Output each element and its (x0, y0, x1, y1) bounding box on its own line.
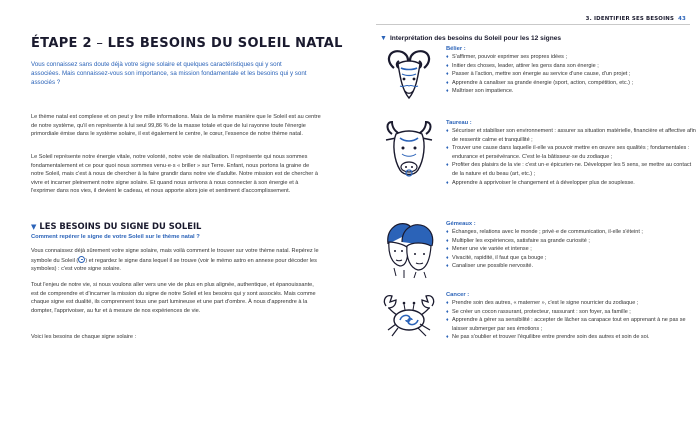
list-item: ♦ Prendre soin des autres, « materner », c'est le signe nourricier du zodiaque ; (446, 299, 696, 308)
needs-list (446, 53, 696, 96)
page-title (31, 36, 343, 51)
intro-paragraph: Vous connaissez sans doute déjà votre signe solaire et quelques caractéristiques qui y sont associées. Mais connaissez-vous son importance, sa mission fondamentale et les besoins qui y sont associés ? (31, 61, 307, 87)
body-paragraph-5: Voici les besoins de chaque signe solaire : (31, 334, 137, 340)
triangle-bullet-icon: ▼ (380, 35, 387, 42)
needs-list (446, 228, 696, 271)
header-rule (376, 24, 690, 25)
body-paragraph-3 (31, 247, 321, 274)
needs-list (446, 299, 696, 342)
list-item: ♦ Sécuriser et stabiliser son environnement : assurer sa situation matérielle, financière et affective afin de ressentir calme et tranquillité ; (446, 127, 696, 144)
triangle-bullet-icon: ▼ (31, 223, 37, 231)
sign-name: Gémeaux : (446, 221, 476, 227)
list-item: ♦ Se créer un cocon rassurant, protecteur, rassurant : son foyer, sa famille ; (446, 308, 696, 317)
list-item: ♦ Initier des choses, leader, attirer les gens dans son énergie ; (446, 62, 696, 71)
list-item: ♦ Canaliser une possible nervosité. (446, 262, 696, 271)
list-item: ♦ Vivacité, rapidité, il faut que ça bouge ; (446, 254, 696, 263)
ram-illustration-icon (380, 46, 438, 104)
list-item: ♦ Profiter des plaisirs de la vie : c'est un·e épicurien·ne. Développer les 5 sens, se mettre au contact de la nature et du beau (art, etc.) ; (446, 161, 696, 178)
section-heading-text: LES BESOINS DU SIGNE DU SOLEIL (39, 221, 202, 231)
running-header (586, 16, 686, 22)
body-paragraph-2: Le Soleil représente notre énergie vitale, notre volonté, notre voie de réalisation. Il représente qui nous sommes fondamentalement et ce pour quoi nous sommes venu·e·s « briller » sur Terre. Enfant, nous portons la graine de notre Soleil, mais c'est à nous de chercher à la faire grandir dans notre vie d'adulte. Notre mission est de chercher à vivre et incarner pleinement notre signe solaire. Et quand nous arrivons à nous connecter à son énergie et à l'exprimer dans nos vies, il devient le cadeau, et nous apporte alors joie et sentiment d'accomplissement. (31, 154, 318, 195)
para3-part-a: Vous connaissez déjà sûrement votre signe solaire, mais voilà comment le trouver sur votre thème natal. Repérez le symbole du Soleil ( (31, 248, 319, 264)
page-number: 43 (678, 16, 686, 22)
signs-heading (380, 35, 561, 42)
crab-illustration-icon (380, 292, 438, 340)
sign-block-gemeaux (446, 221, 696, 271)
running-header-text: 3. IDENTIFIER SES BESOINS (585, 16, 675, 22)
right-page (350, 0, 700, 424)
subheading: Comment repérer le signe de votre Soleil sur le thème natal ? (31, 234, 200, 240)
bull-illustration-icon (380, 120, 438, 182)
list-item: ♦ Apprendre à canaliser sa grande énergie (sport, action, compétition, etc.) ; (446, 79, 696, 88)
sun-symbol-icon (78, 256, 85, 263)
step-label: ÉTAPE 2 (31, 36, 92, 51)
body-paragraph-1: Le thème natal est complexe et on peut y lire mille informations. Mais de la même manière que le Soleil est au centre de notre système, qu'il en représente à lui seul 99,86 % de la masse totale et que de lui rayonne toute l'énergie primordiale émise dans le système solaire, il est également le centre, le cœur, l'essence de notre thème natal. (31, 114, 321, 138)
sign-block-cancer (446, 292, 696, 342)
list-item: ♦ Mener une vie variée et intense ; (446, 245, 696, 254)
sign-name: Taureau : (446, 120, 472, 126)
signs-heading-text: Interprétation des besoins du Soleil pour les 12 signes (389, 35, 562, 42)
list-item: ♦ Passer à l'action, mettre son énergie au service d'une cause, d'un projet ; (446, 70, 696, 79)
list-item: ♦ Maîtriser son impatience. (446, 87, 696, 96)
step-subtitle: LES BESOINS DU SOLEIL NATAL (107, 36, 343, 51)
list-item: ♦ Échanges, relations avec le monde ; privé·e de communication, il·elle s'éteint ; (446, 228, 696, 237)
sign-name: Cancer : (446, 292, 470, 298)
sign-block-taureau (446, 120, 696, 187)
sign-name: Bélier : (446, 46, 466, 52)
para3-part-b: ) et regardez le signe dans lequel il se trouve (voir le mémo astro en annexe pour décoder les symboles) : c'est votre signe solaire. (31, 257, 317, 273)
twins-illustration-icon (380, 220, 438, 280)
list-item: ♦ S'affirmer, pouvoir exprimer ses propres idées ; (446, 53, 696, 62)
title-dash: – (91, 36, 108, 51)
sign-block-belier (446, 46, 696, 96)
list-item: ♦ Ne pas s'oublier et trouver l'équilibre entre prendre soin des autres et soin de soi. (446, 333, 696, 342)
needs-list (446, 127, 696, 187)
section-heading (31, 221, 201, 231)
body-paragraph-4: Tout l'enjeu de notre vie, si nous voulons aller vers une vie de plus en plus alignée, authentique, et épanouissante, est de comprendre et d'incarner la mission du signe de notre Soleil et les besoins qui y sont associés. Mais comme chaque signe est dualité, ils comprennent tous une part lumineuse et une part d'ombre. À nous d'apprendre à la dompter, l'apprivoiser, au fur et à mesure de nos expériences de vie. (31, 282, 316, 314)
list-item: ♦ Trouver une cause dans laquelle il·elle va pouvoir mettre en œuvre ses qualités ; fondamentales : endurance et persévérance. C'est le·la bâtisseur·se du zodiaque ; (446, 144, 696, 161)
list-item: ♦ Apprendre à apprivoiser le changement et à développer plus de souplesse. (446, 179, 696, 188)
list-item: ♦ Multiplier les expériences, satisfaire sa grande curiosité ; (446, 237, 696, 246)
list-item: ♦ Apprendre à gérer sa sensibilité : accepter de lâcher sa carapace tout en apprenant à ne pas se laisser submerger par ses émotions ; (446, 316, 696, 333)
